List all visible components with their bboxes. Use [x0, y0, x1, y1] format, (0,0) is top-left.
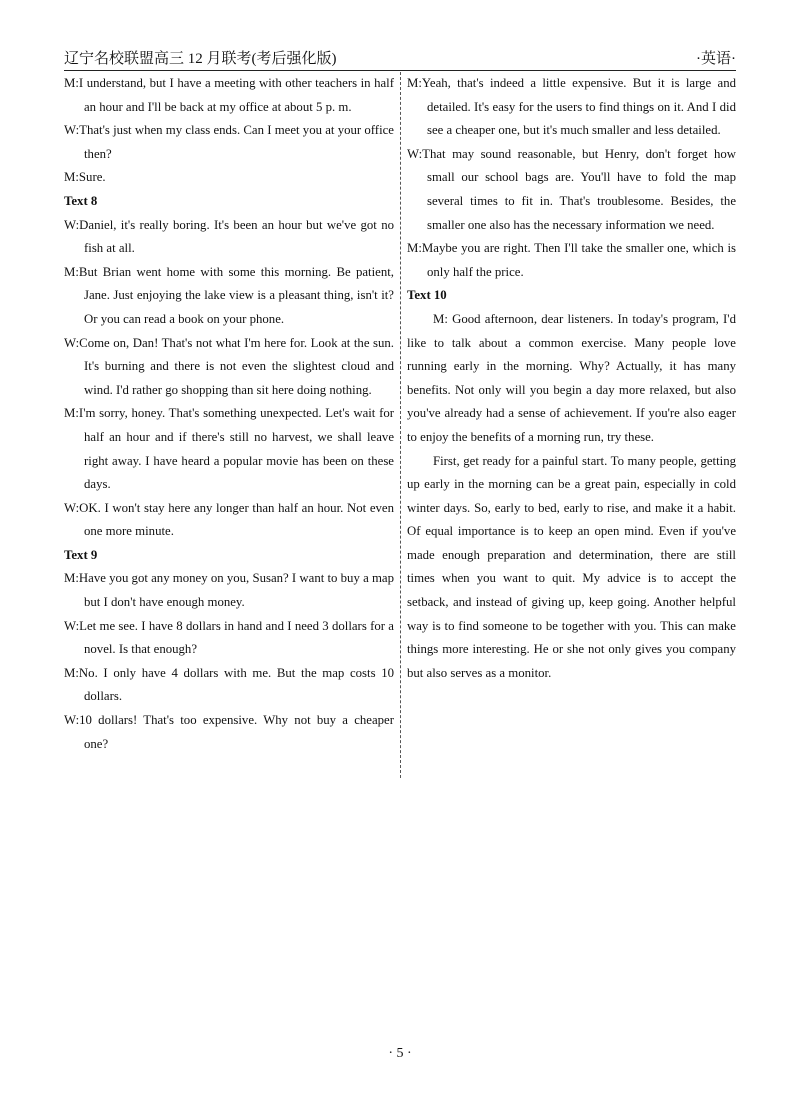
dialogue-line: M:Yeah, that's indeed a little expensive. But it is large and detailed. It's easy for the users to find things on it. And I did see a cheaper one, but it's much smaller and less detailed.	[407, 76, 736, 138]
dialogue-line: W:Come on, Dan! That's not what I'm here for. Look at the sun. It's burning and there is not even the slightest cloud and wind. I'd rather go shopping than sit here doing nothing.	[64, 335, 394, 397]
text-8-title: Text 8	[64, 193, 98, 208]
dialogue-line: M:I understand, but I have a meeting with other teachers in half an hour and I'll be back at my office at about 5 p. m.	[64, 76, 394, 114]
page-header	[64, 44, 736, 71]
dialogue-line: W:That may sound reasonable, but Henry, don't forget how small our school bags are. You'll have to fold the map several times to fit in. That's troublesome. Besides, the smaller one also has the necessary information we need.	[407, 146, 736, 232]
text-9-title: Text 9	[64, 547, 98, 562]
column-divider	[400, 72, 401, 778]
dialogue-line: W:Daniel, it's really boring. It's been an hour but we've got no fish at all.	[64, 217, 394, 256]
subject-label: ·英语·	[696, 51, 736, 67]
dialogue-line: M:No. I only have 4 dollars with me. But the map costs 10 dollars.	[64, 665, 394, 704]
page-number: · 5 ·	[388, 1046, 412, 1061]
right-column	[407, 72, 736, 685]
monologue-paragraph: M: Good afternoon, dear listeners. In today's program, I'd like to talk about a common exercise. Many people love running early in the morning. Why? Actually, it has many benefits. Not only will you begin a day more relaxed, but also you've already had a sense of achievement. If you're also eager to enjoy the benefits of a morning run, try these.	[407, 311, 736, 444]
dialogue-line: W:Let me see. I have 8 dollars in hand and I need 3 dollars for a novel. Is that enough?	[64, 618, 394, 657]
dialogue-line: W:That's just when my class ends. Can I meet you at your office then?	[64, 123, 394, 161]
dialogue-line: M:Sure.	[64, 170, 106, 185]
dialogue-line: M:Have you got any money on you, Susan? I want to buy a map but I don't have enough money.	[64, 571, 394, 610]
exam-title: 辽宁名校联盟高三 12 月联考(考后强化版)	[64, 51, 337, 67]
dialogue-line: M:I'm sorry, honey. That's something unexpected. Let's wait for half an hour and if there's still no harvest, we shall leave right away. I have heard a popular movie has been on these days.	[64, 406, 394, 492]
dialogue-line: M:But Brian went home with some this morning. Be patient, Jane. Just enjoying the lake view is a pleasant thing, isn't it? Or you can read a book on your phone.	[64, 264, 394, 326]
text-10-title: Text 10	[407, 288, 447, 303]
dialogue-line: W:OK. I won't stay here any longer than half an hour. Not even one more minute.	[64, 500, 394, 539]
left-column	[64, 72, 394, 756]
dialogue-line: W:10 dollars! That's too expensive. Why not buy a cheaper one?	[64, 713, 394, 751]
monologue-paragraph: First, get ready for a painful start. To many people, getting up early in the morning can be a great pain, especially in cold winter days. So, early to bed, early to rise, and make it a habit. Of equal importance is to keep an open mind. Even if you've made enough preparation and determination, there are still times when you want to quit. My advice is to accept the setback, and instead of giving up, keep going. Another helpful way is to find someone to be together with you. This can make things more interesting. He or she not only gives you company but also serves as a monitor.	[407, 453, 736, 680]
dialogue-line: M:Maybe you are right. Then I'll take the smaller one, which is only half the price.	[407, 241, 736, 279]
